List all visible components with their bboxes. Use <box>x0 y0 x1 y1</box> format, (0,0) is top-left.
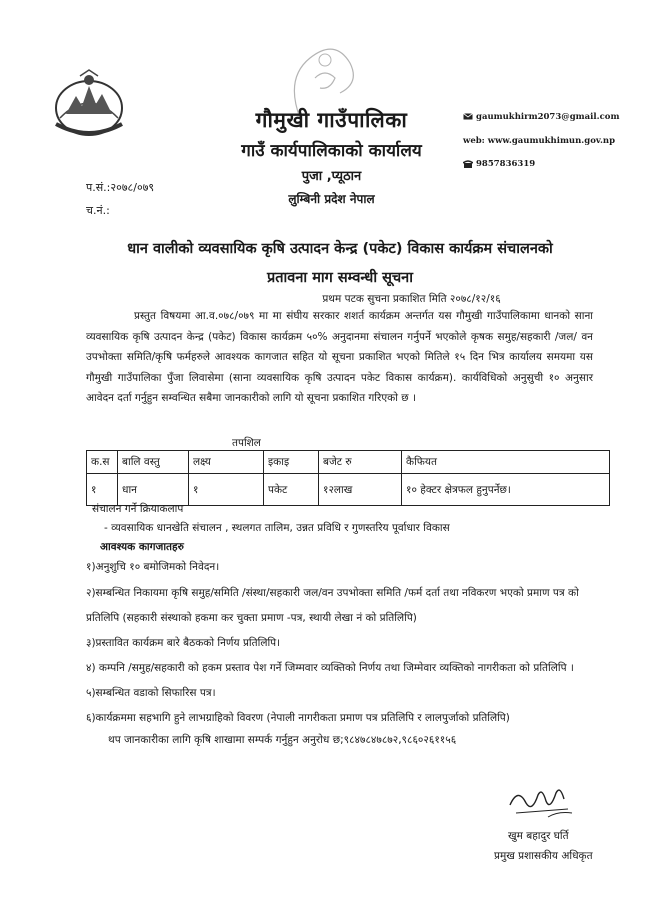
table-header-cell: क.स <box>87 451 118 474</box>
table-header-cell: लक्ष्य <box>189 451 264 474</box>
email-text: gaumukhirm2073@gmail.com <box>476 112 620 122</box>
phone-text: 9857836319 <box>476 159 536 169</box>
table-cell: पकेट <box>264 474 319 506</box>
handwritten-signature <box>508 783 578 821</box>
notice-body: प्रस्तुत विषयमा आ.व.०७८/०७९ मा मा संघीय सरकार शशर्त कार्यक्रम अन्तर्गत यस गौमुखी गाउँपालिकामा धानको साना व्यवसायिक कृषि उत्पादन केन्द्र (पकेट) विकास कार्यक्रम ५०% अनुदानमा संचालन गर्नुपर्ने भएकोले कृषक समुह/सहकारी /जल/ वन उपभोक्ता समिति/कृषि फर्महरुले आवश्यक कागजात सहित यो सूचना प्रकाशित भएको मितिले १५ दिन भित्र कार्यालय समयमा यस गौमुखी गाउँपालिका पुँजा लिवासेमा (साना व्यवसायिक कृषि उत्पादन पकेट विकास कार्यक्रम). कार्यविधिको अनुसुची १० अनुसार आवेदन दर्ता गर्नुहुन सम्वन्धित सबैमा जानकारीको लागि यो सूचना प्रकाशित गरिएको छ । <box>86 310 593 404</box>
notice-headline-line2: प्रतावना माग सम्वन्धी सूचना <box>267 270 413 286</box>
municipality-title: गौमुखी गाउँपालिका <box>255 108 408 132</box>
telephone-icon <box>463 160 473 168</box>
document-item: प्रतिलिपि (सहकारी संस्थाको हकमा कर चुक्ता प्रमाण -पत्र, स्थायी लेखा नं को प्रतिलिपि) <box>86 612 417 624</box>
contact-footer: थप जानकारीका लागि कृषि शाखामा सम्पर्क गर्नुहुन अनुरोध छ;९८४७८४७८७२,९८६०२६११५६ <box>108 734 457 746</box>
publication-date: प्रथम पटक सुचना प्रकाशित मिति २०७८/१२/१६ <box>322 293 501 305</box>
web-label: web: <box>463 136 485 146</box>
document-item: २)सम्बन्धित निकायमा कृषि समुह/समिति /संस्था/सहकारी जल/वन उपभोक्ता समिति /फर्म दर्ता तथा नविकरण भएको प्रमाण पत्र को <box>86 587 579 599</box>
table-title: तपशिल <box>232 437 261 449</box>
table-cell: धान <box>118 474 189 506</box>
table-header-cell: कैफियत <box>402 451 610 474</box>
table-cell: १ <box>87 474 118 506</box>
table-header-cell: बजेट रु <box>319 451 402 474</box>
table-cell: १२लाख <box>319 474 402 506</box>
document-item: ३)प्रस्तावित कार्यक्रम बारे बैठकको निर्णय प्रतिलिपि। <box>86 637 281 649</box>
office-place: पुजा ,प्यूठान <box>301 169 362 184</box>
activities-heading: संचालन गर्ने क्रियाकलाप <box>92 503 184 515</box>
office-name: गाउँ कार्यपालिकाको कार्यालय <box>241 141 422 161</box>
table-cell: १ <box>189 474 264 506</box>
details-table <box>86 450 610 506</box>
signatory-title: प्रमुख प्रशासकीय अधिकृत <box>494 850 593 862</box>
table-header-cell: इकाइ <box>264 451 319 474</box>
notice-headline-line1: धान वालीको व्यवसायिक कृषि उत्पादन केन्द्र (पकेट) विकास कार्यक्रम संचालनको <box>127 241 553 257</box>
document-item: १)अनुशुचि १० बमोजिमको निवेदन। <box>86 561 220 573</box>
web-url: www.gaumukhimun.gov.np <box>487 136 616 146</box>
province-name: लुम्बिनी प्रदेश नेपाल <box>288 192 375 206</box>
document-item: ६)कार्यक्रममा सहभागि हुने लाभग्राहिको विवरण (नेपाली नागरीकता प्रमाण पत्र प्रतिलिपि र लालपुर्जाको प्रतिलिपि) <box>86 712 510 724</box>
document-item: ५)सम्बन्धित वडाको सिफारिस पत्र। <box>86 687 216 699</box>
email-contact <box>463 112 619 122</box>
signatory-name: खुम बहादुर घर्ति <box>508 830 569 842</box>
envelope-icon <box>463 113 473 120</box>
table-row <box>87 474 610 506</box>
reference-ps: प.सं.:२०७८/०७९ <box>86 181 155 194</box>
document-item: ४) कम्पनि /समुह/सहकारी को हकम प्रस्ताव पेश गर्ने जिम्मवार व्यक्तिको निर्णय तथा जिम्मेवार व्यक्तिको नागरीकता को प्रतिलिपि । <box>86 662 574 674</box>
reference-cn: च.नं.: <box>86 204 110 217</box>
table-header-row <box>87 451 610 474</box>
phone-contact <box>463 159 535 169</box>
table-cell: १० हेक्टर क्षेत्रफल हुनुपर्नेछ। <box>402 474 610 506</box>
activities-text: - व्यवसायिक धानखेति संचालन , स्थलगत तालिम, उन्नत प्रविधि र गुणस्तरिय पूर्वाधार विकास <box>104 522 450 534</box>
documents-heading: आवश्यक कागजातहरु <box>100 541 184 553</box>
table-header-cell: बालि वस्तु <box>118 451 189 474</box>
web-contact <box>463 136 615 146</box>
